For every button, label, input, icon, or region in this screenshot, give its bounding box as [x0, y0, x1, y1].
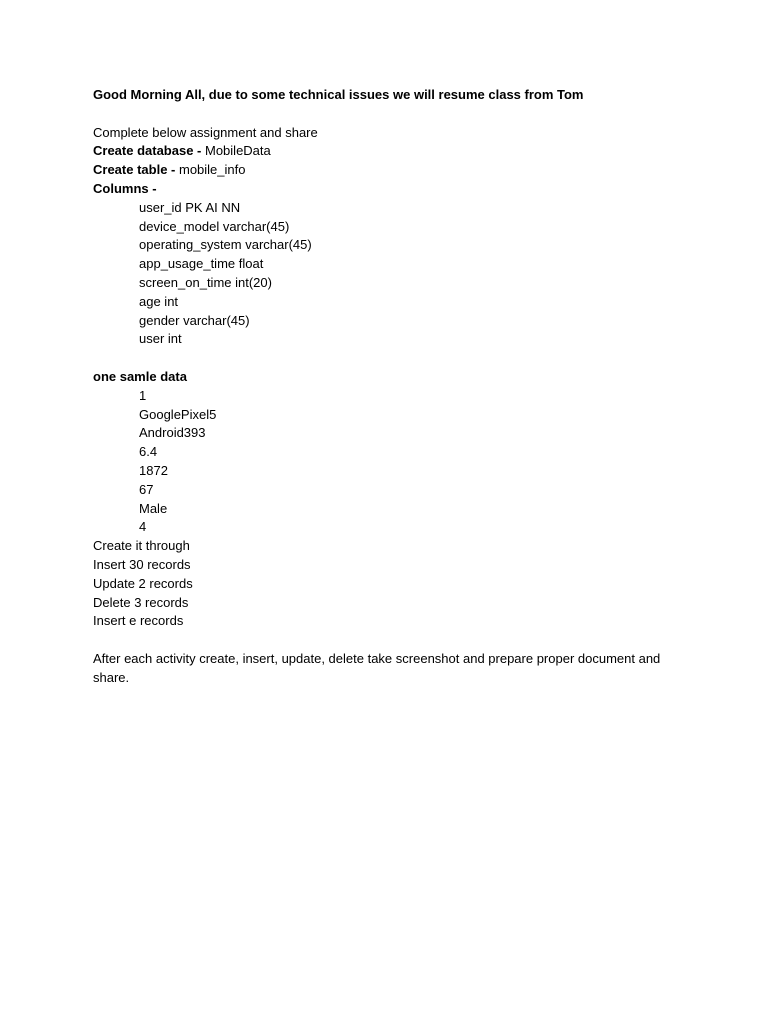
sample-value: 6.4	[139, 444, 158, 460]
spacer	[93, 105, 683, 124]
task-item: Create it through	[93, 538, 190, 554]
sample-value: Male	[139, 500, 168, 516]
column-item: app_usage_time float	[139, 256, 264, 272]
spacer	[93, 349, 683, 368]
heading: Good Morning All, due to some technical issues we will resume class from Tom	[93, 87, 584, 102]
table-name: mobile_info	[178, 162, 246, 178]
create-database-line	[93, 142, 683, 161]
closing-instructions: After each activity create, insert, update, delete take screenshot and prepare proper document and share.	[93, 650, 661, 685]
sample-value: 4	[139, 519, 147, 535]
create-table-line	[93, 161, 683, 180]
create-table-label: Create table -	[93, 162, 179, 178]
column-item: operating_system varchar(45)	[139, 237, 312, 253]
task-item: Insert 30 records	[93, 556, 191, 572]
create-database-label: Create database -	[93, 143, 205, 159]
sample-value: 67	[139, 481, 154, 497]
column-item: user_id PK AI NN	[139, 199, 241, 215]
column-item: age int	[139, 293, 179, 309]
sample-value: Android393	[139, 425, 206, 441]
task-item: Insert e records	[93, 613, 184, 629]
spacer	[93, 631, 683, 650]
database-name: MobileData	[205, 143, 271, 159]
document-body	[93, 86, 683, 688]
columns-label: Columns -	[93, 180, 157, 196]
sample-value: 1872	[139, 462, 168, 478]
sample-data-label: one samle data	[93, 368, 187, 384]
intro-text: Complete below assignment and share	[93, 124, 318, 140]
task-item: Delete 3 records	[93, 594, 189, 610]
column-item: user int	[139, 331, 182, 347]
column-item: gender varchar(45)	[139, 312, 250, 328]
column-item: device_model varchar(45)	[139, 218, 290, 234]
sample-value: 1	[139, 387, 147, 403]
sample-value: GooglePixel5	[139, 406, 217, 422]
column-item: screen_on_time int(20)	[139, 274, 272, 290]
task-item: Update 2 records	[93, 575, 193, 591]
